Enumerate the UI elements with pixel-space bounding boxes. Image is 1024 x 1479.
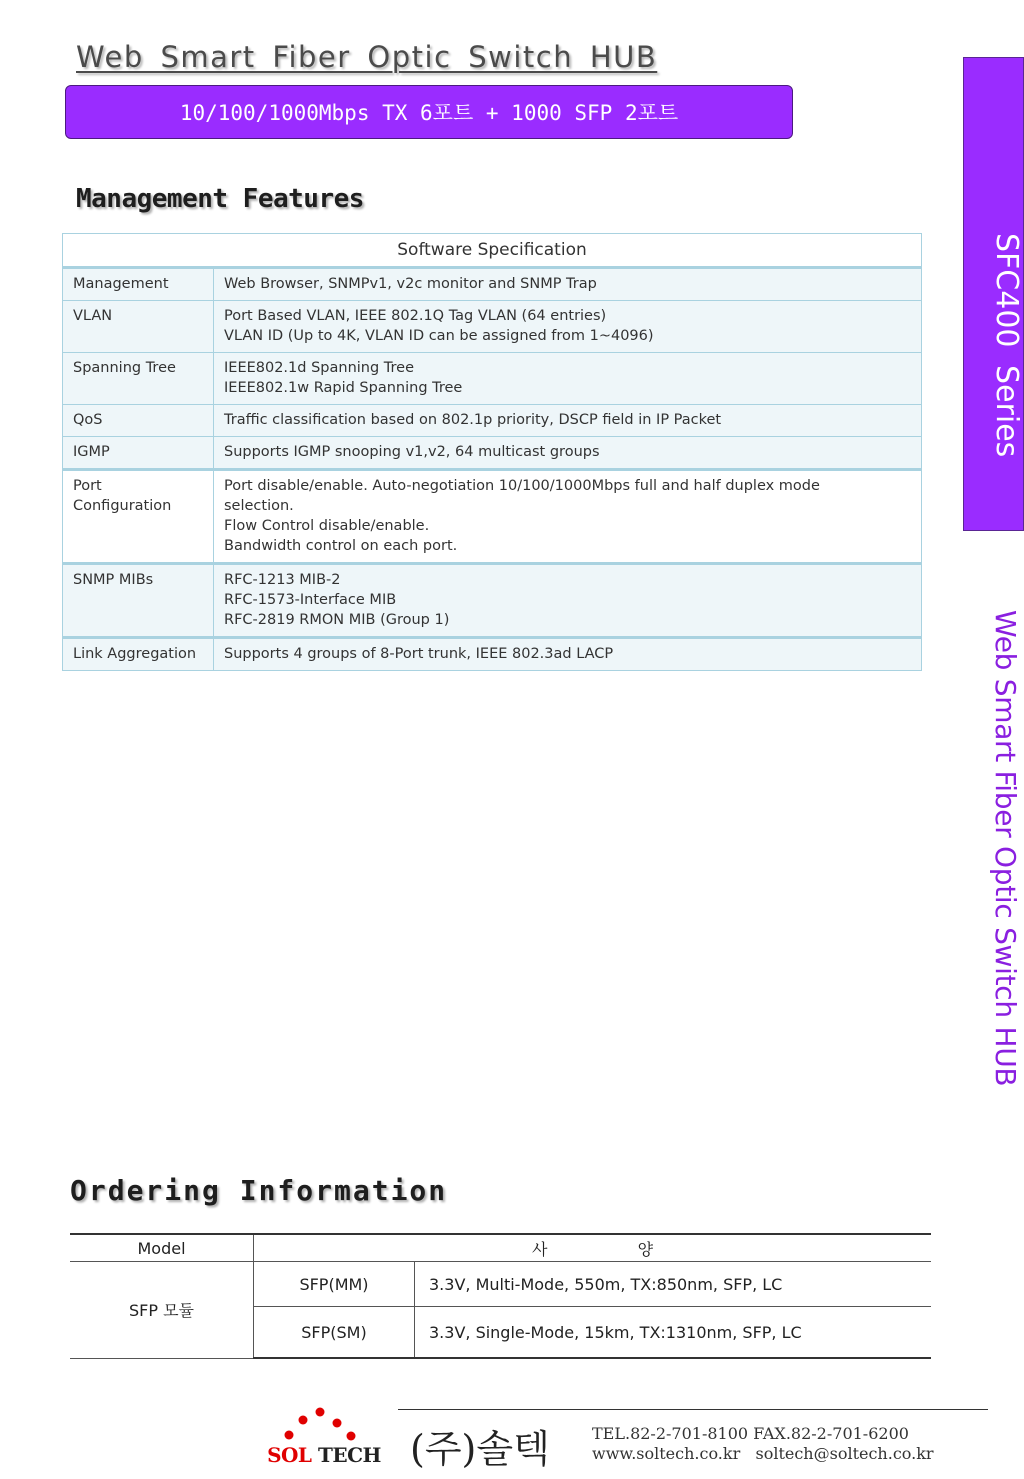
spec-value-cell xyxy=(214,268,922,301)
spec-key-cell xyxy=(63,405,214,437)
ordering-table xyxy=(70,1233,931,1359)
spec-row xyxy=(63,301,922,353)
spec-row xyxy=(63,564,922,638)
logo-wordmark xyxy=(258,1443,390,1467)
contact-web-email: www.soltech.co.kr soltech@soltech.co.kr xyxy=(592,1444,934,1463)
logo-dots-icon xyxy=(258,1405,390,1445)
spec-value-text: Supports 4 groups of 8-Port trunk, IEEE 802.3ad LACP xyxy=(224,646,614,662)
spec-value-text: Port disable/enable. Auto-negotiation 10/100/1000Mbps full and half duplex mode xyxy=(224,478,820,494)
spec-key-cell xyxy=(63,301,214,353)
spec-value-text: Supports IGMP snooping v1,v2, 64 multicast groups xyxy=(224,444,600,460)
spec-row xyxy=(63,268,922,301)
spec-key-text: QoS xyxy=(73,412,103,428)
spec-column-header xyxy=(254,1234,932,1262)
side-product-label: Web Smart Fiber Optic Switch HUB xyxy=(989,609,1022,1087)
spec-value-cell xyxy=(214,405,922,437)
ordering-row xyxy=(70,1262,931,1307)
spec-value-cell xyxy=(214,437,922,470)
side-series-label: SFC400 Series xyxy=(989,233,1024,458)
company-logo xyxy=(258,1405,390,1475)
spec-key-cell xyxy=(63,353,214,405)
spec-value-text: RFC-1573-Interface MIB xyxy=(224,592,397,608)
module-type-cell: SFP(SM) xyxy=(254,1307,415,1359)
model-cell: SFP 모듈 xyxy=(70,1262,254,1359)
document-title: Web Smart Fiber Optic Switch HUB xyxy=(76,40,658,74)
spec-row xyxy=(63,638,922,671)
spec-row xyxy=(63,470,922,564)
spec-table-header: Software Specification xyxy=(63,234,922,268)
spec-value-text: IEEE802.1d Spanning Tree xyxy=(224,360,415,376)
management-heading: Management Features xyxy=(76,184,364,214)
spec-key-text: VLAN xyxy=(73,308,113,324)
ordering-heading: Ordering Information xyxy=(70,1174,448,1207)
model-column-header: Model xyxy=(70,1234,254,1262)
spec-row xyxy=(63,437,922,470)
ordering-header-row xyxy=(70,1234,931,1262)
spec-value-text: Traffic classification based on 802.1p priority, DSCP field in IP Packet xyxy=(224,412,722,428)
spec-value-text: selection. xyxy=(224,498,294,514)
spec-table-header-row xyxy=(63,234,922,268)
module-type-cell: SFP(MM) xyxy=(254,1262,415,1307)
contact-phone-fax: TEL.82-2-701-8100 FAX.82-2-701-6200 xyxy=(592,1424,909,1443)
spec-key-cell xyxy=(63,638,214,671)
spec-key-text: Management xyxy=(73,276,169,292)
spec-key-cell xyxy=(63,437,214,470)
spec-value-text: VLAN ID (Up to 4K, VLAN ID can be assigned from 1~4096) xyxy=(224,328,654,344)
spec-key-text: Port xyxy=(73,478,102,494)
module-spec-cell: 3.3V, Single-Mode, 15km, TX:1310nm, SFP, LC xyxy=(415,1307,932,1359)
company-name: (주)솔텍 xyxy=(410,1427,550,1471)
spec-key-cell xyxy=(63,268,214,301)
spec-key-text: SNMP MIBs xyxy=(73,572,154,588)
spec-value-cell xyxy=(214,638,922,671)
spec-key-text: Link Aggregation xyxy=(73,646,197,662)
spec-key-cell xyxy=(63,470,214,564)
spec-value-text: Flow Control disable/enable. xyxy=(224,518,430,534)
software-spec-table xyxy=(62,233,922,671)
spec-row xyxy=(63,353,922,405)
spec-header-char-1: 사 xyxy=(531,1239,548,1259)
spec-value-text: RFC-2819 RMON MIB (Group 1) xyxy=(224,612,450,628)
spec-key-text: Spanning Tree xyxy=(73,360,176,376)
spec-value-cell xyxy=(214,564,922,638)
spec-value-text: Web Browser, SNMPv1, v2c monitor and SNMP Trap xyxy=(224,276,597,292)
product-banner: 10/100/1000Mbps TX 6포트 + 1000 SFP 2포트 xyxy=(65,85,793,139)
contact-info xyxy=(592,1424,934,1464)
spec-value-cell xyxy=(214,470,922,564)
spec-value-cell xyxy=(214,353,922,405)
spec-row xyxy=(63,405,922,437)
spec-value-text: RFC-1213 MIB-2 xyxy=(224,572,341,588)
logo-tech-text: TECH xyxy=(317,1443,381,1467)
spec-key-text: IGMP xyxy=(73,444,110,460)
module-spec-cell: 3.3V, Multi-Mode, 550m, TX:850nm, SFP, LC xyxy=(415,1262,932,1307)
spec-header-char-2: 양 xyxy=(637,1239,654,1259)
spec-value-text: Bandwidth control on each port. xyxy=(224,538,458,554)
spec-value-cell xyxy=(214,301,922,353)
spec-value-text: IEEE802.1w Rapid Spanning Tree xyxy=(224,380,463,396)
logo-sol-text: SOL xyxy=(267,1443,312,1467)
spec-key-text: Configuration xyxy=(73,498,172,514)
spec-value-text: Port Based VLAN, IEEE 802.1Q Tag VLAN (64 entries) xyxy=(224,308,607,324)
footer-divider xyxy=(398,1409,988,1410)
spec-key-cell xyxy=(63,564,214,638)
